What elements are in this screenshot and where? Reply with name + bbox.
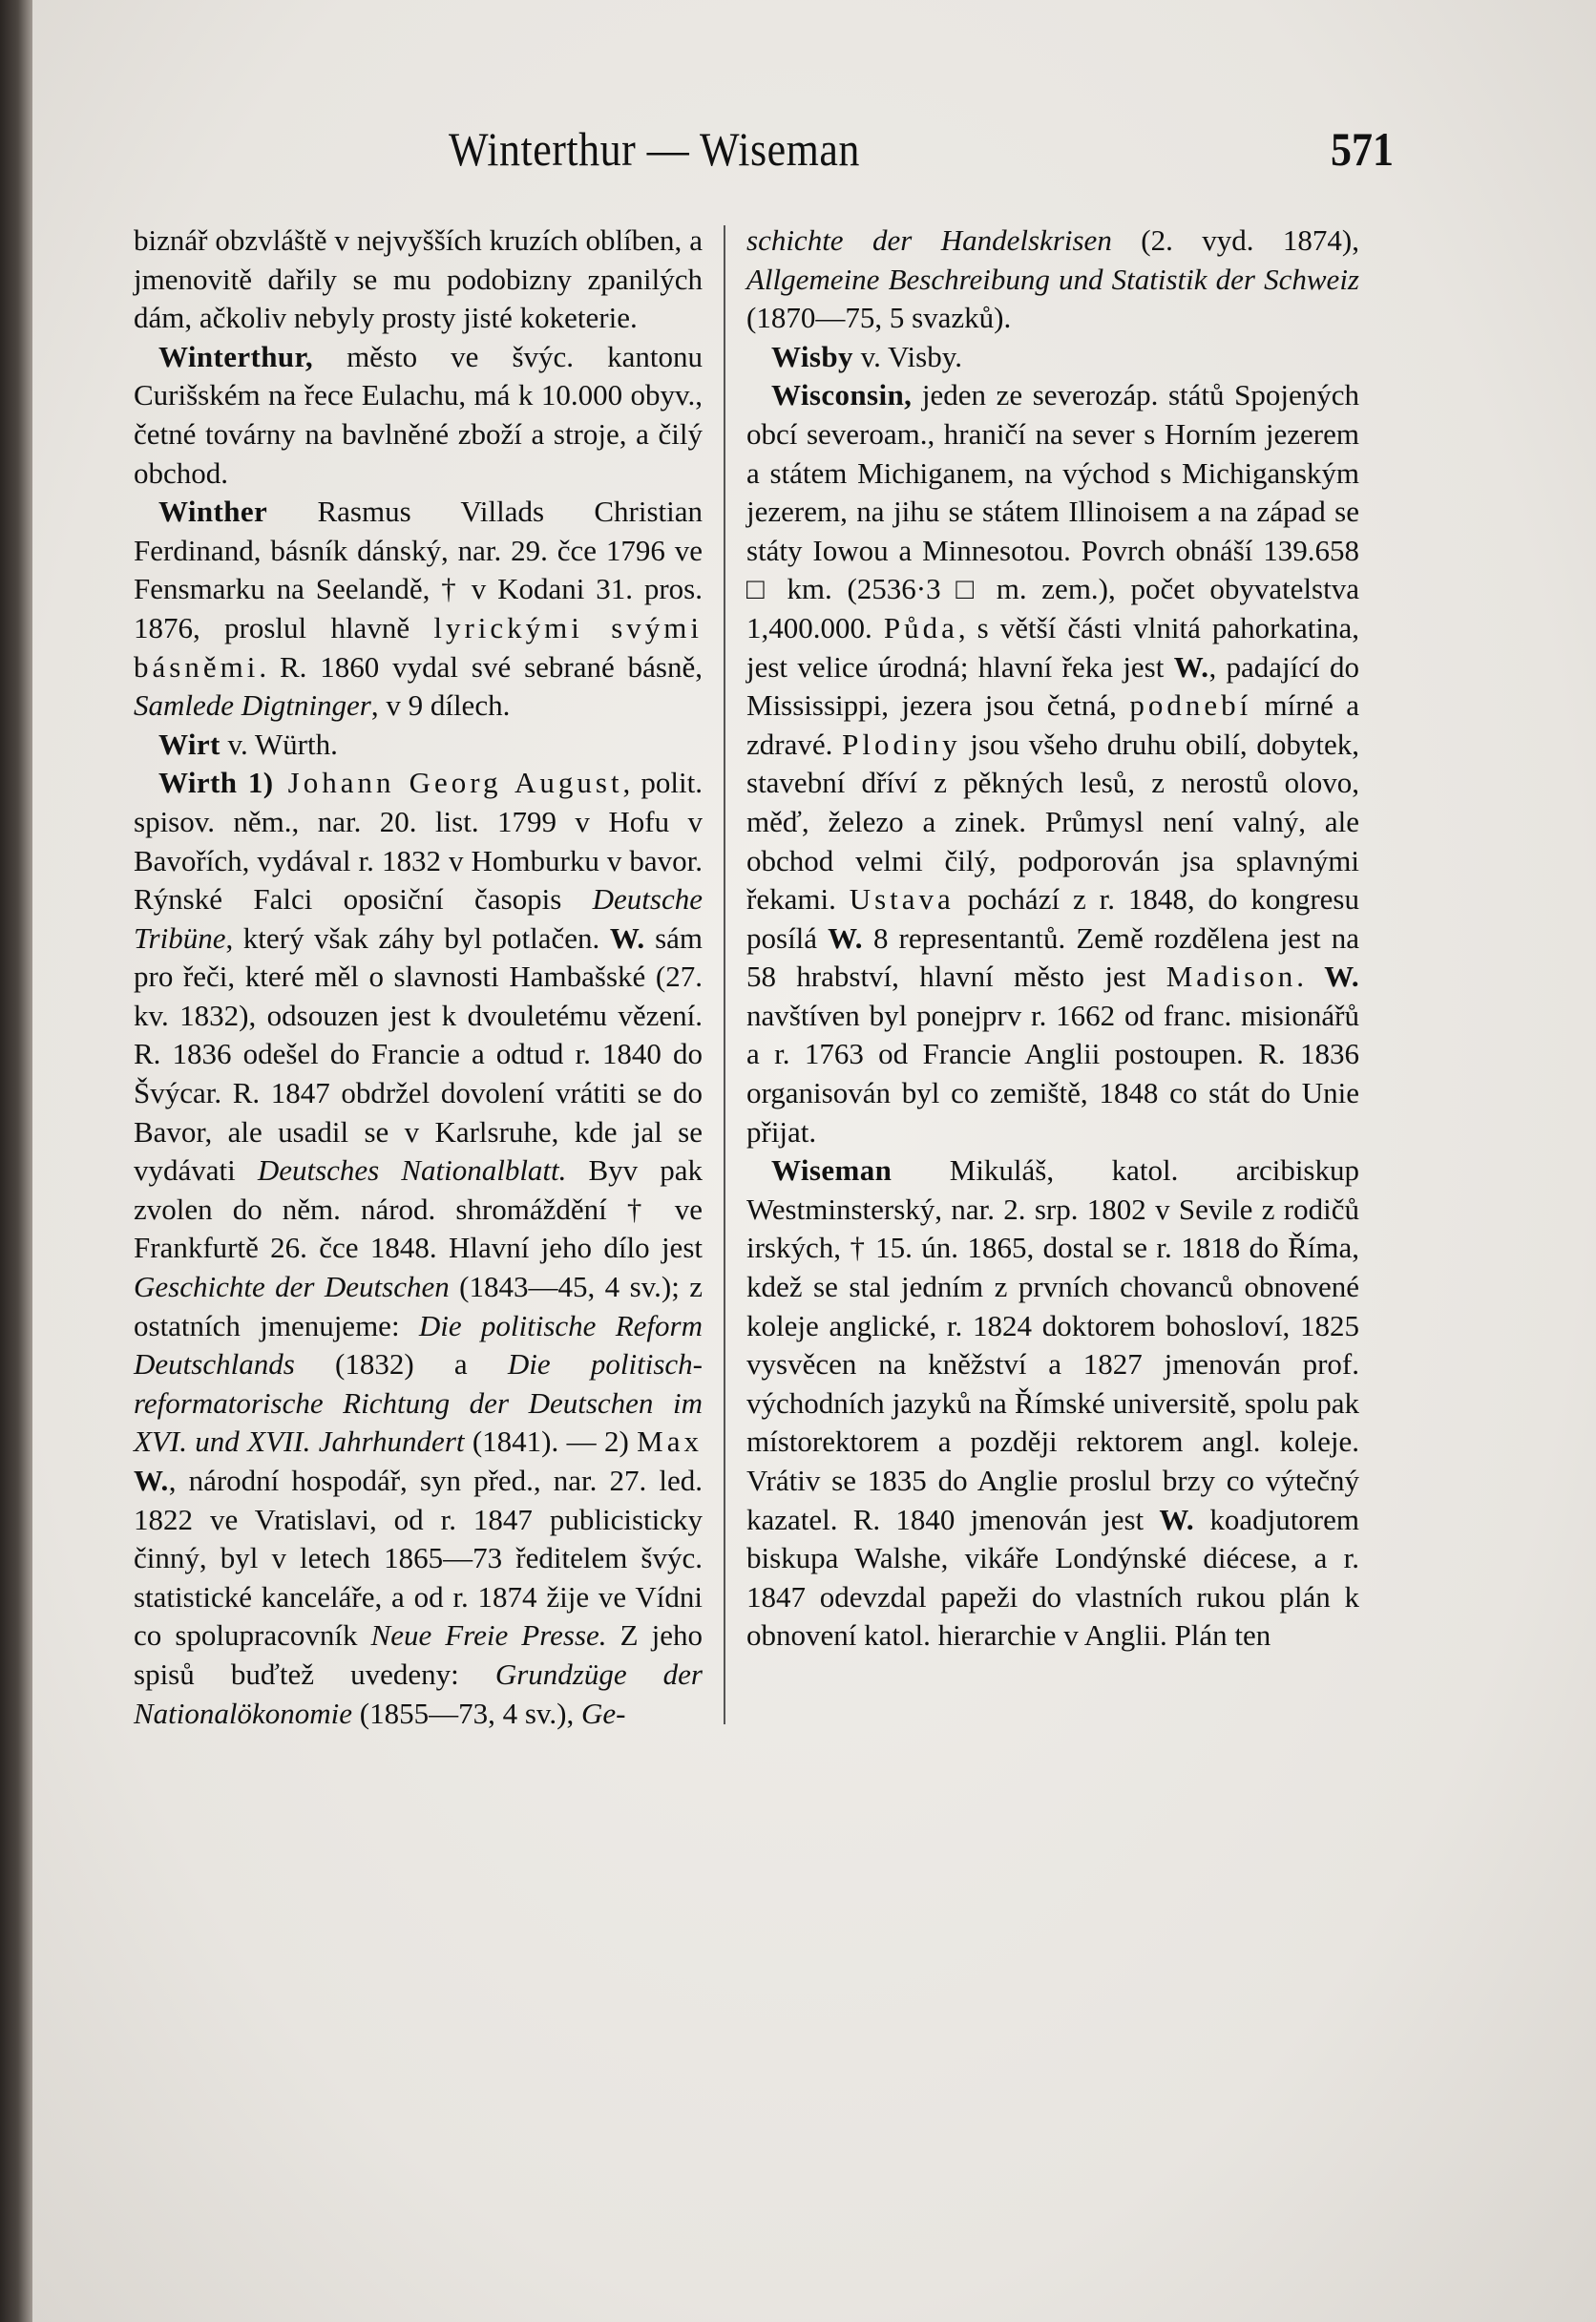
entry-continuation: biznář obzvláště v nejvyšších kruzích oblíben, a jmenovitě dařily se mu podobizny zpanilých dám, ačkoliv nebyly prosty jisté koketerie. bbox=[134, 223, 703, 335]
entry-wiseman: Wiseman Mikuláš, katol. arcibiskup Westminsterský, nar. 2. srp. 1802 v Sevile z rodičů irských, † 15. ún. 1865, dostal se r. 1818 do Říma, kdež se stal jedním z prvních chovanců obnovené koleje anglické, r. 1824 doktorem bohosloví, 1825 vysvěcen na kněžství a 1827 jmenován prof. východních jazyků na Římské universitě, spolu pak místorektorem a později rektorem angl. koleje. Vrátiv se 1835 do Anglie proslul brzy co výtečný kazatel. R. 1840 jmenován jest W. koadjutorem biskupa Walshe, vikáře Londýnské diécese, a r. 1847 odevzdal papeži do vlastních rukou plán k obnovení katol. hierarchie v Anglii. Plán ten bbox=[746, 1153, 1360, 1653]
entry-wisby: Wisby v. Visby. bbox=[771, 339, 962, 373]
headword: Wirt bbox=[158, 727, 220, 761]
left-column bbox=[134, 222, 703, 1733]
entry-winther: Winther Rasmus Villads Christian Ferdinand, básník dánský, nar. 29. čce 1796 ve Fensmarku na Seelandě, † v Kodani 31. pros. 1876, proslul hlavně lyrickými svými básněmi. R. 1860 vydal své sebrané básně, Samlede Digtninger, v 9 dílech. bbox=[134, 495, 703, 723]
headword: Winterthur, bbox=[158, 339, 314, 373]
entry-wirt: Wirt v. Würth. bbox=[158, 727, 338, 761]
entry-wisconsin: Wisconsin, jeden ze severozáp. států Spojených obcí severoam., hraničí na sever s Horním jezerem a státem Michiganem, na východ s Michiganským jezerem, na jihu se státem Illinoisem a na západ se státy Iowou a Minnesotou. Povrch obnáší 139.658 □ km. (2536·3 □ m. zem.), počet obyvatelstva 1,400.000. Půda, s větší části vlnitá pahorkatina, jest velice úrodná; hlavní řeka jest W., padající do Mississippi, jezera jsou četná, podnebí mírné a zdravé. Plodiny jsou všeho druhu obilí, dobytek, stavební dříví z pěkných lesů, z nerostů olovo, měď, železo a zinek. Průmysl není valný, ale obchod velmi čilý, podporován jsa splavnými řekami. Ustava pochází z r. 1848, do kongresu posílá W. 8 representantů. Země rozdělena jest na 58 hrabství, hlavní město jest Madison. W. navštíven byl ponejprv r. 1662 od franc. misionářů a r. 1763 od Francie Anglii postoupen. R. 1836 organisován byl co zemiště, 1848 co stát do Unie přijat. bbox=[746, 378, 1359, 1149]
headword: Winther bbox=[158, 495, 268, 529]
headword: Wirth 1) bbox=[158, 766, 274, 800]
headword: Wiseman bbox=[771, 1153, 892, 1188]
entry-wirth: Wirth 1) Johann Georg August, polit. spisov. něm., nar. 20. list. 1799 v Hofu v Bavořích, vydával r. 1832 v Homburku v bavor. Rýnské Falci oposiční časopis Deutsche Tribüne, který však záhy byl potlačen. W. sám pro řeči, které měl o slavnosti Hambašské (27. kv. 1832), odsouzen jest k dvouletému vězení. R. 1836 odešel do Francie a odtud r. 1840 do Švýcar. R. 1847 obdržel dovolení vrátiti se do Bavor, ale usadil se v Karlsruhe, kde jal se vydávati Deutsches Nationalblatt. Byv pak zvolen do něm. národ. shromáždění † ve Frankfurtě 26. čce 1848. Hlavní jeho dílo jest Geschichte der Deutschen (1843—45, 4 sv.); z ostatních jmenujeme: Die politische Reform Deutschlands (1832) a Die politisch-reformatorische Richtung der Deutschen im XVI. und XVII. Jahrhundert (1841). — 2) Max W., národní hospodář, syn před., nar. 27. led. 1822 ve Vratislavi, od r. 1847 publicisticky činný, byl v letech 1865—73 ředitelem švýc. statistické kanceláře, a od r. 1874 žije ve Vídni co spolupracovník Neue Freie Presse. Z jeho spisů buďtež uvedeny: Grundzüge der Nationalökonomie (1855—73, 4 sv.), Ge- bbox=[134, 766, 704, 1730]
book-spine-shadow bbox=[0, 0, 32, 2322]
entry-winterthur: Winterthur, město ve švýc. kantonu Curišském na řece Eulachu, má k 10.000 obyv., četné továrny na bavlněné zboží a stroje, a čilý obchod. bbox=[134, 339, 703, 490]
column-divider bbox=[724, 225, 725, 1724]
running-head: Winterthur — Wiseman bbox=[449, 123, 860, 176]
page-number: 571 bbox=[1331, 123, 1394, 176]
headword: Wisby bbox=[771, 339, 853, 373]
entry-continuation: schichte der Handelskrisen (2. vyd. 1874), Allgemeine Beschreibung und Statistik der Schweiz (1870—75, 5 svazků). bbox=[746, 223, 1359, 335]
page-header bbox=[449, 122, 1394, 189]
headword: Wisconsin, bbox=[771, 378, 913, 412]
right-column bbox=[746, 222, 1359, 1656]
